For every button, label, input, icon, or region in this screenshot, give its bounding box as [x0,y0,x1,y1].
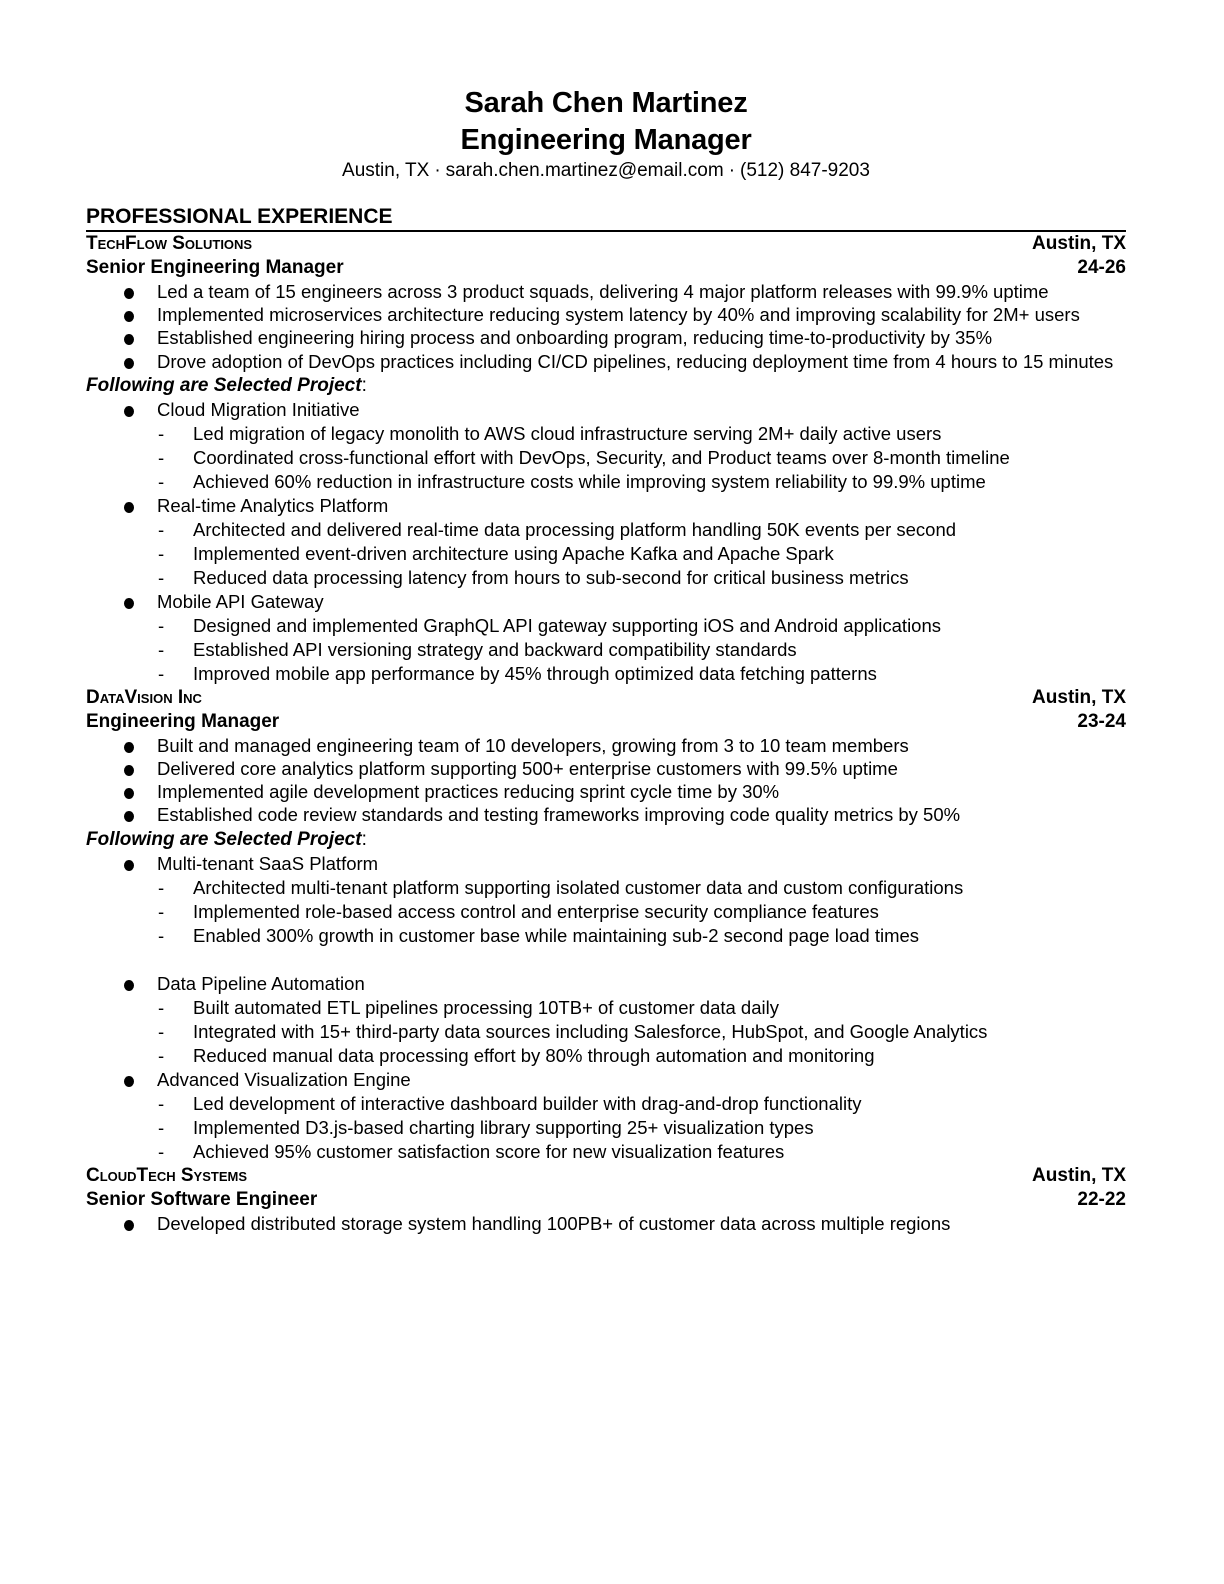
job-location: Austin, TX [1032,686,1126,708]
job-bullets [86,734,1126,827]
job-dates: 24-26 [1077,257,1126,278]
job-role-row [86,1188,1126,1212]
job-company-row [86,232,1126,256]
project-name: Cloud Migration Initiative [157,398,360,420]
job-entry [86,686,1126,1164]
detail-item: - Reduced manual data processing effort by 80% through automation and monitoring [157,1044,1126,1068]
contact-separator: · [434,160,441,181]
project-name: Mobile API Gateway [157,590,324,612]
project-name: Data Pipeline Automation [157,972,365,994]
job-company: CloudTech Systems [86,1164,248,1186]
job-role: Engineering Manager [86,710,280,732]
detail-item: - Achieved 60% reduction in infrastructure costs while improving system reliability to 99.9% uptime [157,470,1126,494]
project-item [86,852,1126,972]
project-details [157,996,1126,1068]
project-name: Real-time Analytics Platform [157,494,389,516]
resume-page [86,84,1126,1235]
projects-colon: : [361,374,367,396]
bullet-item: Developed distributed storage system handling 100PB+ of customer data across multiple regions [86,1212,1126,1235]
projects-label: Following are Selected Project [86,374,362,396]
candidate-title: Engineering Manager [460,124,752,156]
project-details [157,614,1126,686]
detail-item: - Achieved 95% customer satisfaction score for new visualization features [157,1140,1126,1164]
project-list [86,398,1126,686]
contact-email[interactable]: sarah.chen.martinez@email.com [445,160,724,181]
detail-item: - Designed and implemented GraphQL API gateway supporting iOS and Android applications [157,614,1126,638]
bullet-item: Implemented agile development practices reducing sprint cycle time by 30% [86,780,1126,803]
project-item [86,1068,1126,1164]
job-entry [86,232,1126,686]
detail-item: - Coordinated cross-functional effort with DevOps, Security, and Product teams over 8-month timeline [157,446,1126,470]
job-bullets [86,280,1126,373]
bullet-item: Drove adoption of DevOps practices including CI/CD pipelines, reducing deployment time from 4 hours to 15 minutes [86,350,1126,373]
project-item [86,398,1126,494]
project-item [86,590,1126,686]
job-company-row [86,686,1126,710]
project-name: Multi-tenant SaaS Platform [157,852,379,874]
bullet-item: Led a team of 15 engineers across 3 product squads, delivering 4 major platform releases with 99.9% uptime [86,280,1126,303]
detail-item: - Implemented role-based access control and enterprise security compliance features [157,900,1126,924]
project-item [86,494,1126,590]
detail-item: - Established API versioning strategy and backward compatibility standards [157,638,1126,662]
project-details [157,1092,1126,1164]
resume-header [86,84,1126,184]
projects-colon: : [361,828,367,850]
job-entry [86,1164,1126,1235]
job-company: TechFlow Solutions [86,233,253,254]
detail-item: - Implemented event-driven architecture using Apache Kafka and Apache Spark [157,542,1126,566]
candidate-name: Sarah Chen Martinez [464,87,748,119]
project-name: Advanced Visualization Engine [157,1068,411,1090]
job-role: Senior Engineering Manager [86,257,344,278]
contact-location: Austin, TX [342,160,430,181]
detail-item: - Architected and delivered real-time data processing platform handling 50K events per second [157,518,1126,542]
job-role-row [86,256,1126,280]
bullet-item: Delivered core analytics platform supporting 500+ enterprise customers with 99.5% uptime [86,757,1126,780]
detail-item: - Led migration of legacy monolith to AWS cloud infrastructure serving 2M+ daily active users [157,422,1126,446]
bullet-item: Established engineering hiring process and onboarding program, reducing time-to-productivity by 35% [86,326,1126,349]
contact-phone: (512) 847-9203 [740,160,870,181]
projects-heading [86,827,1126,852]
detail-item: - Architected multi-tenant platform supporting isolated customer data and custom configurations [157,876,1126,900]
project-list [86,852,1126,1164]
job-location: Austin, TX [1032,233,1126,254]
detail-item: - Enabled 300% growth in customer base while maintaining sub-2 second page load times [157,924,1126,948]
contact-separator: · [728,160,736,181]
job-location: Austin, TX [1032,1164,1126,1186]
job-bullets [86,1212,1126,1235]
job-dates: 23-24 [1077,710,1126,732]
bullet-item: Established code review standards and testing frameworks improving code quality metrics by 50% [86,803,1126,826]
job-company: DataVision Inc [86,686,202,708]
projects-heading [86,373,1126,398]
blank-line [157,948,1126,972]
detail-item: - Implemented D3.js-based charting library supporting 25+ visualization types [157,1116,1126,1140]
job-dates: 22-22 [1077,1188,1126,1210]
detail-item: - Led development of interactive dashboard builder with drag-and-drop functionality [157,1092,1126,1116]
contact-line [86,158,1126,184]
bullet-item: Implemented microservices architecture reducing system latency by 40% and improving scalability for 2M+ users [86,303,1126,326]
project-details [157,876,1126,948]
detail-item: - Built automated ETL pipelines processing 10TB+ of customer data daily [157,996,1126,1020]
project-details [157,518,1126,590]
detail-item: - Reduced data processing latency from hours to sub-second for critical business metrics [157,566,1126,590]
projects-label: Following are Selected Project [86,828,362,850]
bullet-item: Built and managed engineering team of 10 developers, growing from 3 to 10 team members [86,734,1126,757]
project-item [86,972,1126,1068]
job-role-row [86,710,1126,734]
detail-item: - Improved mobile app performance by 45% through optimized data fetching patterns [157,662,1126,686]
project-details [157,422,1126,494]
section-heading-experience: PROFESSIONAL EXPERIENCE [86,204,1126,232]
detail-item: - Integrated with 15+ third-party data sources including Salesforce, HubSpot, and Google Analytics [157,1020,1126,1044]
job-company-row [86,1164,1126,1188]
job-role: Senior Software Engineer [86,1188,318,1210]
